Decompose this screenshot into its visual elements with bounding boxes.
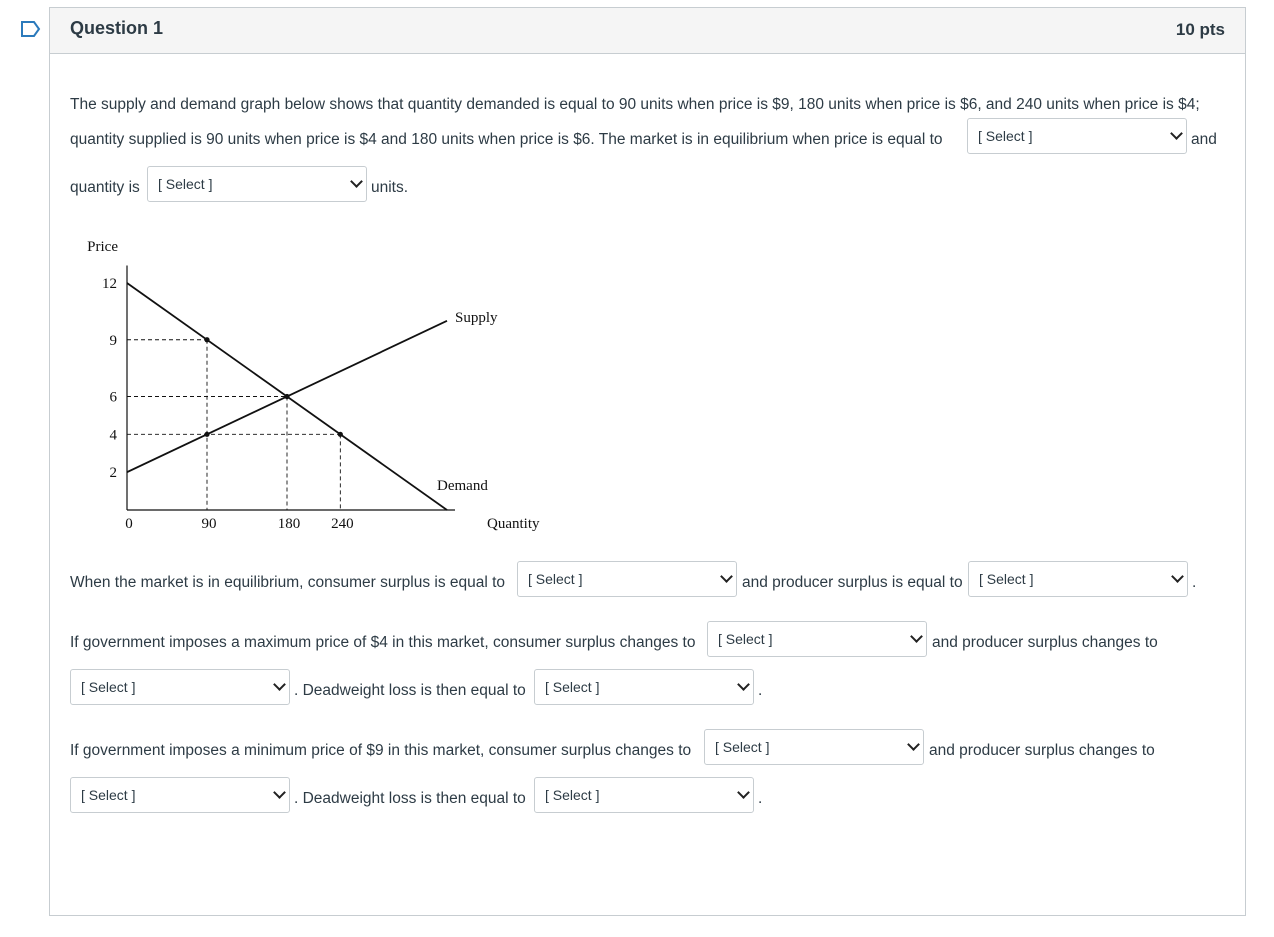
bookmark-flag-icon[interactable] [20, 20, 42, 38]
max-consumer-surplus-select-wrap [707, 621, 927, 657]
data-point [204, 337, 209, 342]
eq-text-1: When the market is in equilibrium, consumer surplus is equal to [70, 574, 506, 591]
min-text-3: . Deadweight loss is then equal to [294, 790, 526, 807]
intro-line-2: quantity supplied is 90 units when price is $4 and 180 units when price is $6. The market is in equilibrium when price is equal to [70, 131, 943, 148]
y-tick-label: 9 [109, 332, 117, 349]
x-tick-label: 180 [277, 516, 301, 532]
y-tick-label: 4 [109, 427, 117, 444]
min-consumer-surplus-select-wrap [704, 729, 924, 765]
y-tick-label: 2 [109, 465, 117, 482]
min-producer-surplus-select[interactable] [70, 777, 290, 813]
question-header [50, 8, 1245, 54]
min-deadweight-loss-select-wrap [534, 777, 754, 813]
intro-line-1: The supply and demand graph below shows that quantity demanded is equal to 90 units when price is $9, 180 units when price is $6, and 240 units when price is $4; [70, 96, 1200, 113]
eq-producer-surplus-select-wrap [968, 561, 1188, 597]
intro-and: and [1191, 131, 1217, 148]
x-tick-label: 0 [125, 516, 133, 532]
eq-consumer-surplus-select-wrap [517, 561, 737, 597]
min-text-1: If government imposes a minimum price of $9 in this market, consumer surplus changes to [70, 742, 692, 759]
eq-period: . [1192, 574, 1197, 591]
min-period: . [758, 790, 763, 807]
max-deadweight-loss-select[interactable] [534, 669, 754, 705]
data-point [284, 394, 289, 399]
y-tick-label: 6 [109, 389, 117, 406]
eq-consumer-surplus-select[interactable] [517, 561, 737, 597]
eq-text-2: and producer surplus is equal to [742, 574, 963, 591]
max-text-2: and producer surplus changes to [932, 634, 1158, 651]
data-point [338, 432, 343, 437]
question-title: Question 1 [70, 18, 164, 38]
max-deadweight-loss-select-wrap [534, 669, 754, 705]
max-text-1: If government imposes a maximum price of $4 in this market, consumer surplus changes to [70, 634, 696, 651]
min-producer-surplus-select-wrap [70, 777, 290, 813]
equilibrium-quantity-select-wrap [147, 166, 367, 202]
max-producer-surplus-select-wrap [70, 669, 290, 705]
supply-demand-chart [70, 230, 570, 540]
max-period: . [758, 682, 763, 699]
question-points: 10 pts [1175, 20, 1225, 39]
eq-producer-surplus-select[interactable] [968, 561, 1188, 597]
equilibrium-quantity-select[interactable] [147, 166, 367, 202]
min-text-2: and producer surplus changes to [929, 742, 1155, 759]
x-tick-label: 90 [201, 516, 217, 532]
demand-label: Demand [437, 478, 488, 494]
data-point [204, 432, 209, 437]
supply-label: Supply [455, 309, 498, 326]
y-axis-label: Price [87, 239, 118, 255]
equilibrium-price-select[interactable] [967, 118, 1187, 154]
x-axis-label: Quantity [487, 516, 540, 532]
max-consumer-surplus-select[interactable] [707, 621, 927, 657]
min-consumer-surplus-select[interactable] [704, 729, 924, 765]
max-text-3: . Deadweight loss is then equal to [294, 682, 526, 699]
y-tick-label: 12 [102, 276, 117, 292]
quantity-is-label: quantity is [70, 179, 140, 196]
min-deadweight-loss-select[interactable] [534, 777, 754, 813]
equilibrium-price-select-wrap [967, 118, 1187, 154]
max-producer-surplus-select[interactable] [70, 669, 290, 705]
units-label: units. [371, 179, 409, 196]
x-tick-label: 240 [331, 516, 354, 532]
